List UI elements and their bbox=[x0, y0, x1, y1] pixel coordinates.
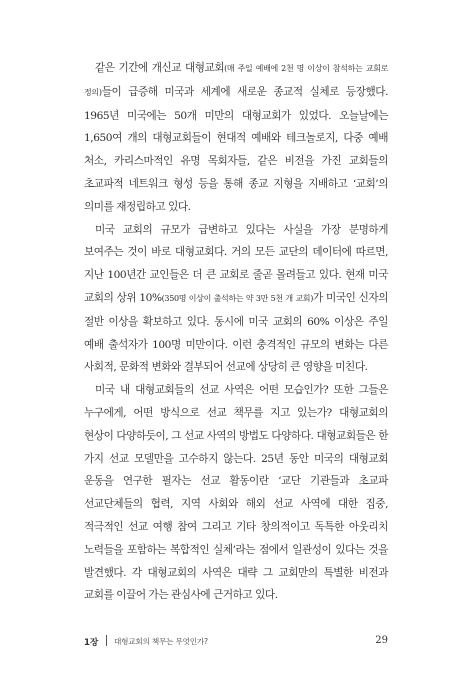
paragraph-note: (350명 이상이 출석하는 약 3만 5천 개 교회) bbox=[161, 293, 314, 303]
footer-divider bbox=[106, 635, 107, 646]
running-title: 대형교회의 책무는 무엇인가? bbox=[114, 637, 208, 646]
paragraph-text: 들이 급증해 미국과 세계에 새로운 종교적 실체로 등장했다. 1965년 미국에는 50개 미만의 대형교회가 있었다. 오늘날에는 1,650여 개의 대형교회들이 현대적 예배와 테크놀로지, 다중 예배 처소, 카리스마적인 유명 목회자들, 같은 비전을 가진 교회들의 초교파적 네트워크 형성 등을 통해 종교 지형을 지배하고 ‘교회’의 의미를 재정립하고 있다. bbox=[84, 85, 388, 213]
paragraph-3 bbox=[84, 379, 388, 607]
paragraph-note: (매 주일 예배에 2천 명 이상이 참석하는 교회로 정의) bbox=[84, 64, 389, 97]
chapter-label: 1장 bbox=[84, 638, 99, 648]
paragraph-text: 미국 내 대형교회들의 선교 사역은 어떤 모습인가? 또한 그들은 누구에게, 어떤 방식으로 선교 책무를 지고 있는가? 대형교회의 현상이 다양하듯이, 그 선교 사역의 방법도 다양하다. 대형교회들은 한 가지 선교 모델만을 고수하지 않는다. 25년 동안 미국의 대형교회 운동을 연구한 필자는 선교 활동이란 ‘교단 기관들과 초교파 선교단체들의 협력, 지역 사회와 해외 선교 사역에 대한 집중, 적극적인 선교 여행 참여 그리고 기타 창의적이고 독특한 아웃리치 노력들을 포함하는 복합적인 실체’라는 점에서 일관성이 있다는 것을 발견했다. 각 대형교회의 사역은 대략 그 교회만의 특별한 비전과 교회를 이끌어 가는 관심사에 근거하고 있다. bbox=[84, 384, 388, 602]
page-number: 29 bbox=[375, 635, 388, 646]
page-footer bbox=[84, 636, 388, 652]
paragraph-2 bbox=[84, 219, 388, 380]
body-text bbox=[84, 57, 388, 607]
paragraph-1 bbox=[84, 57, 388, 219]
paragraph-text: 같은 기간에 개신교 대형교회 bbox=[95, 62, 225, 74]
paragraph-text: 미국 교회의 규모가 급변하고 있다는 사실을 가장 분명하게 보여주는 것이 바로 대형교회다. 거의 모든 교단의 데이터에 따르면, 지난 100년간 교인들은 더 큰 교회로 줄곧 몰려들고 있다. 현재 미국 교회의 상위 10% bbox=[84, 223, 388, 304]
paragraph-text: 가 미국인 신자의 절반 이상을 확보하고 있다. 동시에 미국 교회의 60% 이상은 주일 예배 출석자가 100명 미만이다. 이런 충격적인 규모의 변화는 다른 사회적, 문화적 변화와 결부되어 선교에 상당히 큰 영향을 미친다. bbox=[84, 291, 388, 374]
